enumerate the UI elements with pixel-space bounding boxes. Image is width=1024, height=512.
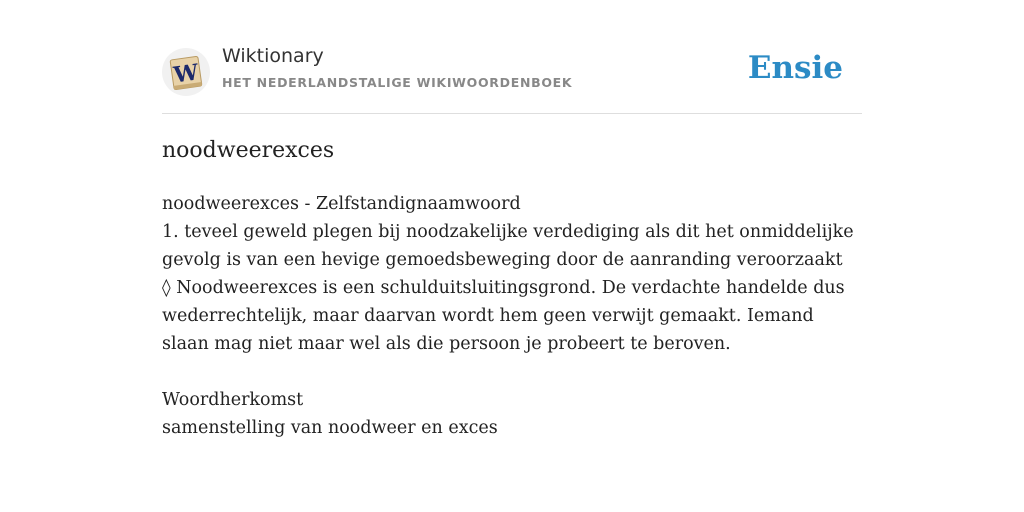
etymology-text: samenstelling van noodweer en exces — [162, 418, 498, 438]
wiktionary-logo-icon[interactable] — [162, 48, 210, 96]
entry-content — [162, 190, 862, 442]
example-text: ◊ Noodweerexces is een schulduitsluitingsgrond. De verdachte handelde dus wederrechtelijk, maar daarvan wordt hem geen verwijt gemaakt. Iemand slaan mag niet maar wel als die persoon je probeert te beroven. — [162, 278, 845, 354]
site-subtitle: HET NEDERLANDSTALIGE WIKIWOORDENBOEK — [222, 75, 573, 90]
etymology-heading: Woordherkomst — [162, 390, 304, 410]
ensie-brand-logo[interactable]: Ensie — [747, 50, 843, 86]
spacer — [162, 358, 862, 386]
logo-letter: W — [172, 59, 201, 89]
page-title: noodweerexces — [162, 138, 335, 163]
header-divider — [162, 113, 862, 114]
word-type-line: noodweerexces - Zelfstandignaamwoord — [162, 194, 521, 214]
site-title[interactable]: Wiktionary — [222, 45, 324, 67]
site-header — [162, 45, 862, 113]
definition-text: 1. teveel geweld plegen bij noodzakelijke verdediging als dit het onmiddelijke gevolg is van een hevige gemoedsbeweging door de aanranding veroorzaakt — [162, 222, 854, 270]
